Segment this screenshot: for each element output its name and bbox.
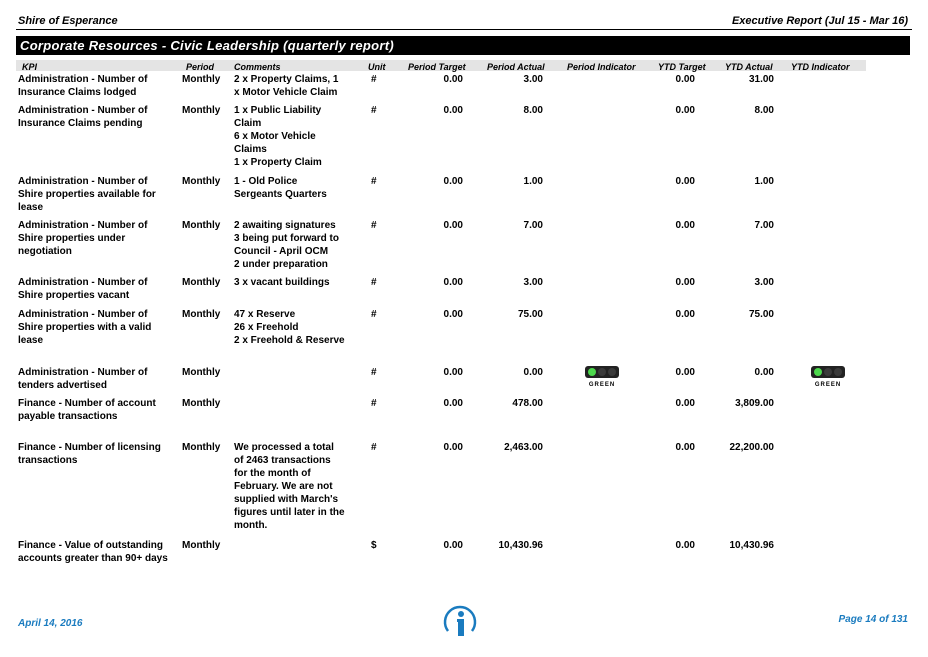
ytd-actual-cell: 3,809.00 — [735, 398, 774, 409]
col-period-indicator: Period Indicator — [567, 62, 636, 72]
ytd-actual-cell: 31.00 — [748, 74, 774, 85]
period-actual-cell: 7.00 — [523, 220, 543, 231]
ytd-target-cell: 0.00 — [675, 367, 695, 378]
unit-cell: # — [371, 442, 377, 453]
period-target-cell: 0.00 — [443, 398, 463, 409]
period-target-cell: 0.00 — [443, 220, 463, 231]
ytd-target-cell: 0.00 — [675, 309, 695, 320]
period-target-cell: 0.00 — [443, 74, 463, 85]
kpi-cell: Administration - Number of Shire properties with a valid lease — [18, 309, 152, 346]
period-actual-cell: 2,463.00 — [504, 442, 543, 453]
period-target-cell: 0.00 — [443, 105, 463, 116]
unit-cell: # — [371, 277, 377, 288]
ytd-target-cell: 0.00 — [675, 105, 695, 116]
col-kpi: KPI — [22, 62, 38, 72]
kpi-cell: Administration - Number of Shire properties vacant — [18, 277, 148, 301]
ytd-actual-cell: 22,200.00 — [729, 442, 774, 453]
period-target-cell: 0.00 — [443, 176, 463, 187]
period-cell: Monthly — [182, 105, 221, 116]
ytd-actual-cell: 8.00 — [754, 105, 774, 116]
ytd-actual-cell: 3.00 — [754, 277, 774, 288]
ytd-actual-cell: 10,430.96 — [729, 540, 774, 551]
ytd-target-cell: 0.00 — [675, 540, 695, 551]
ytd-actual-cell: 75.00 — [748, 309, 774, 320]
ytd-target-cell: 0.00 — [675, 220, 695, 231]
period-cell: Monthly — [182, 442, 221, 453]
ytd-indicator — [811, 366, 847, 392]
period-cell: Monthly — [182, 367, 221, 378]
kpi-cell: Administration - Number of Shire properties under negotiation — [18, 220, 148, 257]
unit-cell: $ — [371, 540, 377, 551]
col-ytd-actual: YTD Actual — [725, 62, 773, 72]
kpi-cell: Finance - Number of account payable transactions — [18, 398, 156, 422]
period-actual-cell: 8.00 — [523, 105, 543, 116]
period-actual-cell: 10,430.96 — [498, 540, 543, 551]
ytd-target-cell: 0.00 — [675, 74, 695, 85]
kpi-cell: Administration - Number of tenders advertised — [18, 367, 148, 391]
kpi-cell: Administration - Number of Insurance Claims pending — [18, 105, 148, 129]
header-rule — [16, 29, 912, 30]
traffic-light-icon — [811, 366, 845, 378]
period-cell: Monthly — [182, 540, 221, 551]
unit-cell: # — [371, 105, 377, 116]
col-comments: Comments — [234, 62, 281, 72]
period-actual-cell: 0.00 — [523, 367, 543, 378]
org-name: Shire of Esperance — [18, 15, 118, 27]
kpi-cell: Administration - Number of Shire properties available for lease — [18, 176, 156, 213]
period-actual-cell: 478.00 — [512, 398, 543, 409]
unit-cell: # — [371, 398, 377, 409]
ytd-actual-cell: 1.00 — [754, 176, 774, 187]
col-ytd-target: YTD Target — [658, 62, 706, 72]
ytd-target-cell: 0.00 — [675, 398, 695, 409]
comments-cell: 1 - Old Police Sergeants Quarters — [234, 176, 327, 200]
comments-cell: 47 x Reserve 26 x Freehold 2 x Freehold & Reserve — [234, 309, 345, 346]
indicator-label: GREEN — [814, 382, 842, 388]
section-banner: Corporate Resources - Civic Leadership (quarterly report) — [16, 36, 910, 55]
kpi-cell: Finance - Number of licensing transactions — [18, 442, 161, 466]
unit-cell: # — [371, 176, 377, 187]
period-target-cell: 0.00 — [443, 442, 463, 453]
unit-cell: # — [371, 367, 377, 378]
traffic-light-icon — [585, 366, 619, 378]
period-cell: Monthly — [182, 74, 221, 85]
info-logo-icon — [440, 605, 480, 639]
report-title: Executive Report (Jul 15 - Mar 16) — [731, 15, 908, 27]
period-cell: Monthly — [182, 309, 221, 320]
period-target-cell: 0.00 — [443, 367, 463, 378]
ytd-target-cell: 0.00 — [675, 176, 695, 187]
col-unit: Unit — [368, 62, 386, 72]
col-period-target: Period Target — [408, 62, 466, 72]
unit-cell: # — [371, 74, 377, 85]
comments-cell: We processed a total of 2463 transactions for the month of February. We are not supplied with March's figures until later in the month. — [234, 442, 345, 531]
ytd-actual-cell: 0.00 — [754, 367, 774, 378]
period-actual-cell: 3.00 — [523, 277, 543, 288]
period-cell: Monthly — [182, 398, 221, 409]
col-period-actual: Period Actual — [487, 62, 545, 72]
comments-cell: 2 x Property Claims, 1 x Motor Vehicle Claim — [234, 74, 339, 98]
unit-cell: # — [371, 220, 377, 231]
unit-cell: # — [371, 309, 377, 320]
period-actual-cell: 1.00 — [523, 176, 543, 187]
ytd-target-cell: 0.00 — [675, 277, 695, 288]
period-cell: Monthly — [182, 176, 221, 187]
comments-cell: 3 x vacant buildings — [234, 277, 330, 288]
comments-cell: 2 awaiting signatures 3 being put forward to Council - April OCM 2 under preparation — [234, 220, 339, 270]
period-indicator — [585, 366, 621, 392]
period-target-cell: 0.00 — [443, 277, 463, 288]
kpi-cell: Administration - Number of Insurance Claims lodged — [18, 74, 148, 98]
footer-page-number: Page 14 of 131 — [838, 614, 908, 625]
period-target-cell: 0.00 — [443, 540, 463, 551]
comments-cell: 1 x Public Liability Claim 6 x Motor Vehicle Claims 1 x Property Claim — [234, 105, 322, 168]
col-period: Period — [186, 62, 215, 72]
period-actual-cell: 75.00 — [517, 309, 543, 320]
kpi-cell: Finance - Value of outstanding accounts greater than 90+ days — [18, 540, 168, 564]
indicator-label: GREEN — [588, 382, 616, 388]
footer-date: April 14, 2016 — [18, 618, 83, 629]
period-cell: Monthly — [182, 277, 221, 288]
period-cell: Monthly — [182, 220, 221, 231]
period-target-cell: 0.00 — [443, 309, 463, 320]
ytd-actual-cell: 7.00 — [754, 220, 774, 231]
ytd-target-cell: 0.00 — [675, 442, 695, 453]
period-actual-cell: 3.00 — [523, 74, 543, 85]
col-ytd-indicator: YTD Indicator — [791, 62, 850, 72]
